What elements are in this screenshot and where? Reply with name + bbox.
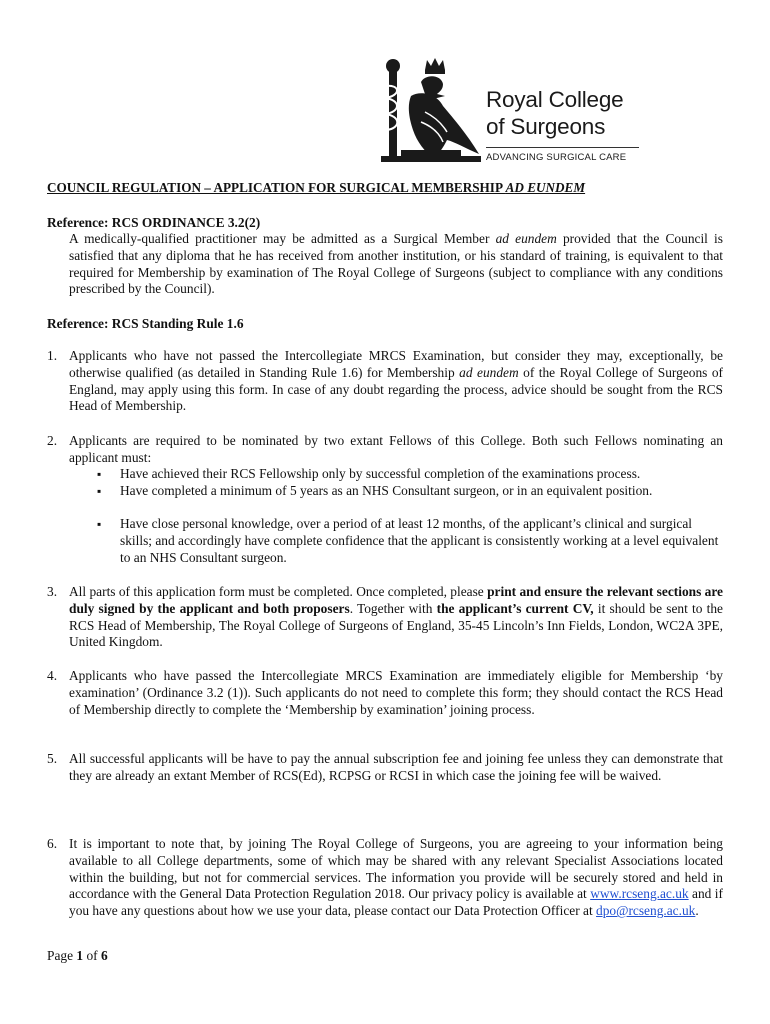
logo-wordmark <box>486 86 623 140</box>
bullet-icon: ▪ <box>97 517 102 531</box>
item-1-text <box>69 348 723 415</box>
reference-ordinance-heading: Reference: RCS ORDINANCE 3.2(2) <box>47 215 261 230</box>
item-3-text-b: . Together with <box>349 600 437 616</box>
item-3-text <box>69 584 723 651</box>
item-2-number: 2. <box>47 433 58 448</box>
item-6-number: 6. <box>47 836 58 851</box>
item-4-text: Applicants who have passed the Intercollegiate MRCS Examination are immediately eligible for Membership ‘by examination’ (Ordinance 3.2 (1)). Such applicants do not need to complete this form; they should contact the RCS Head of Membership directly to complete the ‘Membership by examination’ joining process. <box>69 668 723 717</box>
logo-divider <box>486 147 639 148</box>
page-total: 6 <box>100 948 108 963</box>
bullet-icon: ▪ <box>97 484 102 498</box>
item-3-text-c: it should be sent to the RCS Head of Membership, The Royal College of Surgeons of England, 35-45 Lincoln’s Inn Fields, London, WC2A 3PE, United Kingdom. <box>69 600 723 650</box>
bullet-icon: ▪ <box>97 467 102 481</box>
document-title <box>47 180 585 196</box>
item-5-number: 5. <box>47 751 58 766</box>
item-1-italic: ad eundem <box>459 364 519 380</box>
title-main: COUNCIL REGULATION – APPLICATION FOR SURGICAL MEMBERSHIP <box>47 180 506 195</box>
item-4-number: 4. <box>47 668 58 683</box>
reference-standing-rule-heading: Reference: RCS Standing Rule 1.6 <box>47 316 244 331</box>
item-2-bullet-2: Have completed a minimum of 5 years as an NHS Consultant surgeon, or in an equivalent position. <box>120 483 653 498</box>
item-3-number: 3. <box>47 584 58 599</box>
logo-line-2: of Surgeons <box>486 114 606 139</box>
ref1-italic: ad eundem <box>495 231 557 246</box>
page-number <box>47 948 108 964</box>
page-current: 1 <box>76 948 84 963</box>
logo-tagline: ADVANCING SURGICAL CARE <box>486 152 627 163</box>
eagle-crest-icon <box>381 56 481 168</box>
item-1-text-a: Applicants who have not passed the Intercollegiate MRCS Examination, but consider they may, exceptionally, be otherwise qualified (as detailed in Standing Rule 1.6) for Membership <box>69 348 723 380</box>
page-label: Page <box>47 948 77 963</box>
reference-ordinance-text <box>69 231 723 298</box>
item-1-number: 1. <box>47 348 58 363</box>
rcs-logo <box>381 56 643 168</box>
website-link[interactable]: www.rcseng.ac.uk <box>590 886 689 902</box>
item-3-bold-b: the applicant’s current CV, <box>436 600 594 616</box>
page-of-label: of <box>83 948 101 963</box>
item-5-text: All successful applicants will be have to pay the annual subscription fee and joining fee unless they can demonstrate that they are already an extant Member of RCS(Ed), RCPSG or RCSI in which case the joining fee will be waived. <box>69 751 723 783</box>
ref1-text-a: A medically-qualified practitioner may be admitted as a Surgical Member <box>69 231 496 246</box>
item-6-text-b: and if you have any questions about how we use your data, please contact our Data Protection Officer at <box>69 886 723 919</box>
logo-line-1: Royal College <box>486 87 624 112</box>
item-3-text-a: All parts of this application form must be completed. Once completed, please <box>69 584 488 599</box>
dpo-email-link[interactable]: dpo@rcseng.ac.uk <box>596 903 696 919</box>
item-3-bold-a: print and ensure the relevant sections are duly signed by the applicant and both proposers <box>69 584 723 616</box>
item-6-text <box>69 836 723 920</box>
item-2-bullet-1: Have achieved their RCS Fellowship only by successful completion of the examinations process. <box>120 466 641 481</box>
item-6-text-c: . <box>695 903 699 919</box>
ref1-text-b: provided that the Council is satisfied that any diploma that he has received from another institution, or his standard of training, is equivalent to that required for Membership by examination of The Royal College of Surgeons (subject to compliance with any conditions prescribed by the Council). <box>69 231 723 297</box>
item-6-text-a: It is important to note that, by joining The Royal College of Surgeons, you are agreeing to your information being available to all College departments, some of which may be shared with any relevant Specialist Associations located within the building, but not for commercial services. The information you provide will be securely stored and held in accordance with the General Data Protection Regulation 2018. Our privacy policy is available at <box>69 836 723 902</box>
title-italic: AD EUNDEM <box>505 180 586 195</box>
item-1-text-b: of the Royal College of Surgeons of England, may apply using this form. In case of any doubt regarding the process, advice should be sought from the RCS Head of Membership. <box>69 364 723 414</box>
item-2-bullet-3: Have close personal knowledge, over a period of at least 12 months, of the applicant’s clinical and surgical skills; and accordingly have complete confidence that the applicant is consistently working at a level equivalent to an NHS Consultant surgeon. <box>120 516 719 565</box>
item-2-text: Applicants are required to be nominated by two extant Fellows of this College. Both such Fellows nominating an applicant must: <box>69 433 723 465</box>
